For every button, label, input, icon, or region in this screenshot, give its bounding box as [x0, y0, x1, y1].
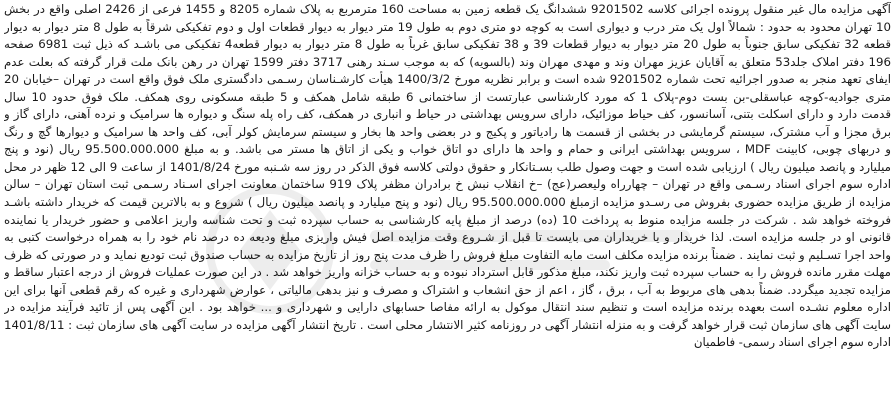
notice-line: فروخته خواهد شد . شرکت در جلسه مزایده منوط به پرداخت 10 (ده) درصد از مبلغ پایه کارشناسی به حساب سپرده ثبت و تحت شناسه واریز اعلامی و حضور خریدار یا نماینده [4, 212, 891, 227]
notice-line: سایت آگهی های سازمان ثبت قرار خواهد گرفت و به منزله انتشار آگهی در روزنامه کثیر الانتشار محلی است . تاریخ انتشار آگهی مزایده در سایت آگهی های سازمان ثبت : 1401/8/11 [4, 317, 891, 332]
notice-line: و دربهای چوبی، کابینت MDF ، سرویس بهداشتی ایرانی و حمام و واحد ها دارای دو اتاق خواب و یکی از اتاق ها مستر می باشد. و به مبلغ 95.500.000.000 ریال (نود و پنج [4, 142, 891, 157]
notice-line: متری جوادیه-کوچه عباسقلی-بن بست دوم-پلاک 1 که مورد کارشناسی عبارتست از ساختمانی 6 طبقه شامل همکف و 5 طبقه مسکونی روی همکف. ملک فوق حدود 10 سال [4, 89, 891, 104]
notice-line: اداره سوم اجرای اسناد رسـمی واقع در تهران – چهارراه ولیعصر(عج) –خ انقلاب نبش خ برادران مظفر پلاک 919 ساختمان معاونت اجرای اسـناد رسـمی ثبت استان تهران – سالن [4, 177, 891, 192]
notice-line: واحد اجرا تسـلیم و ثبت نمایند . ضمناً برنده مزایده مکلف است مابه التفاوت مبلغ فروش را ظرف مدت پنج روز از تاریخ مزایده به حساب صندوق ثبت تودیع نماید و در صورتی که ظرف [4, 247, 891, 262]
notice-line: ایفای تعهد منجر به صدور اجرائیه تحت شماره 9201502 شده است و برابر نظریه مورخ 1400/3/2 هیأت کارشـناسان رسـمی دادگستری ملک فوق واقع است در تهران –خیابان 20 [4, 72, 891, 87]
notice-signature-line: اداره سوم اجرای اسناد رسمی- فاطمیان [693, 335, 891, 350]
notice-line: 196 دفتر املاک جلد53 متعلق به آقایان عزیز مهران وند و مهدی مهران وند (بالسویه) که به موجب سـند رهنی 3717 دفتر 1599 تهران در رهن بانک ملت قرار گرفته که بعلت عدم [4, 54, 891, 69]
notice-line: برق مجزا و آب مشترک، سیستم گرمایشی در بخشی از قسمت ها رادیاتور و پکیج و در بعضی واحد ها بخار و سیستم سرمایش کولر آبی، کف واحد ها سرامیک و دیوارها گچ و رنگ [4, 124, 891, 139]
notice-line: قدمت دارد و دارای اسکلت بتنی، آسانسور، کف حیاط موزائیک، دارای سرویس بهداشتی در حیاط و انباری در همکف، کف راه پله سنگ و دیواره ها سرامیک و نرده آهنی، دارای گاز و [4, 107, 891, 122]
notice-line: 10 تهران محدود به حدود : شمالاً اول یک متر درب و دیواری است به کوچه دو متری دوم به طول 19 متر دیوار به دیوار قطعات اول و دوم تفکیکی شرقاً به طول 8 متر دیوار به دیوار [4, 19, 891, 34]
notice-line: قانونی او در جلسه مزایده است. لذا خریدار و یا خریداران می بایست تا قبل از شـروع وقت مزایده اصل فیش واریزی مبلغ ودیعه ده درصد نام خود را به همراه درخواست کتبی به [4, 230, 891, 245]
auction-notice-text [4, 1, 891, 352]
notice-line: مهلت مقرر مانده فروش را به حساب سپرده ثبت واریز نکند، مبلغ مذکور قابل استرداد نبوده و به حساب خزانه واریز خواهد شد . در این صورت عملیات فروش از درجه اعتبار ساقط و [4, 265, 891, 280]
notice-line: میلیارد و پانصد میلیون ریال ) ارزیابی شده است و جهت وصول طلب بسـتانکار و حقوق دولتی کلاسه فوق الذکر در روز سه شـنبه مورخ 1401/8/24 از ساعت 9 الی 12 ظهر در محل [4, 159, 891, 174]
notice-line: مزایده تجدید میگردد. ضمناً بدهی های مربوط به آب ، برق ، گاز ، اعم از حق انشعاب و اشتراک و مصرف و نیز بدهی مالیاتی ، عوارض شهرداری و غیره که رقم قطعی آنها برای این [4, 282, 891, 297]
notice-line: اداره معلوم نشـده است بعهده برنده مزایده است و تنظیم سند انتقال موکول به ارائه مفاصا حسابهای دارایی و شهرداری و ... خواهد بود . این آگهی پس از تائید فرآیند مزایده در [4, 300, 891, 315]
notice-line: قطعه 32 تفکیکی سابق جنوباً به طول 20 متر دیوار به دیوار قطعات 39 و 38 تفکیکی سابق غرباً به طول 8 متر دیوار به دیوار قطعه4 تفکیکی می باشـد که ذیل ثبت 6981 صفحه [4, 37, 891, 52]
notice-line: مزایده از طریق مزایده حضوری بفروش می رسـدو مزایده ازمبلغ 95.500.000.000 ریال (نود و پنج میلیارد و پانصد میلیون ریال ) شروع و به بالاترین قیمت که خریدار داشته باشـد [4, 195, 891, 210]
notice-line: آگهی مزایده مال غیر منقول پرونده اجرائی کلاسه 9201502 ششدانگ یک قطعه زمین به مساحت 160 مترمربع به پلاک شماره 8205 و 1455 فرعی از 2426 اصلی واقع در بخش [4, 2, 891, 16]
